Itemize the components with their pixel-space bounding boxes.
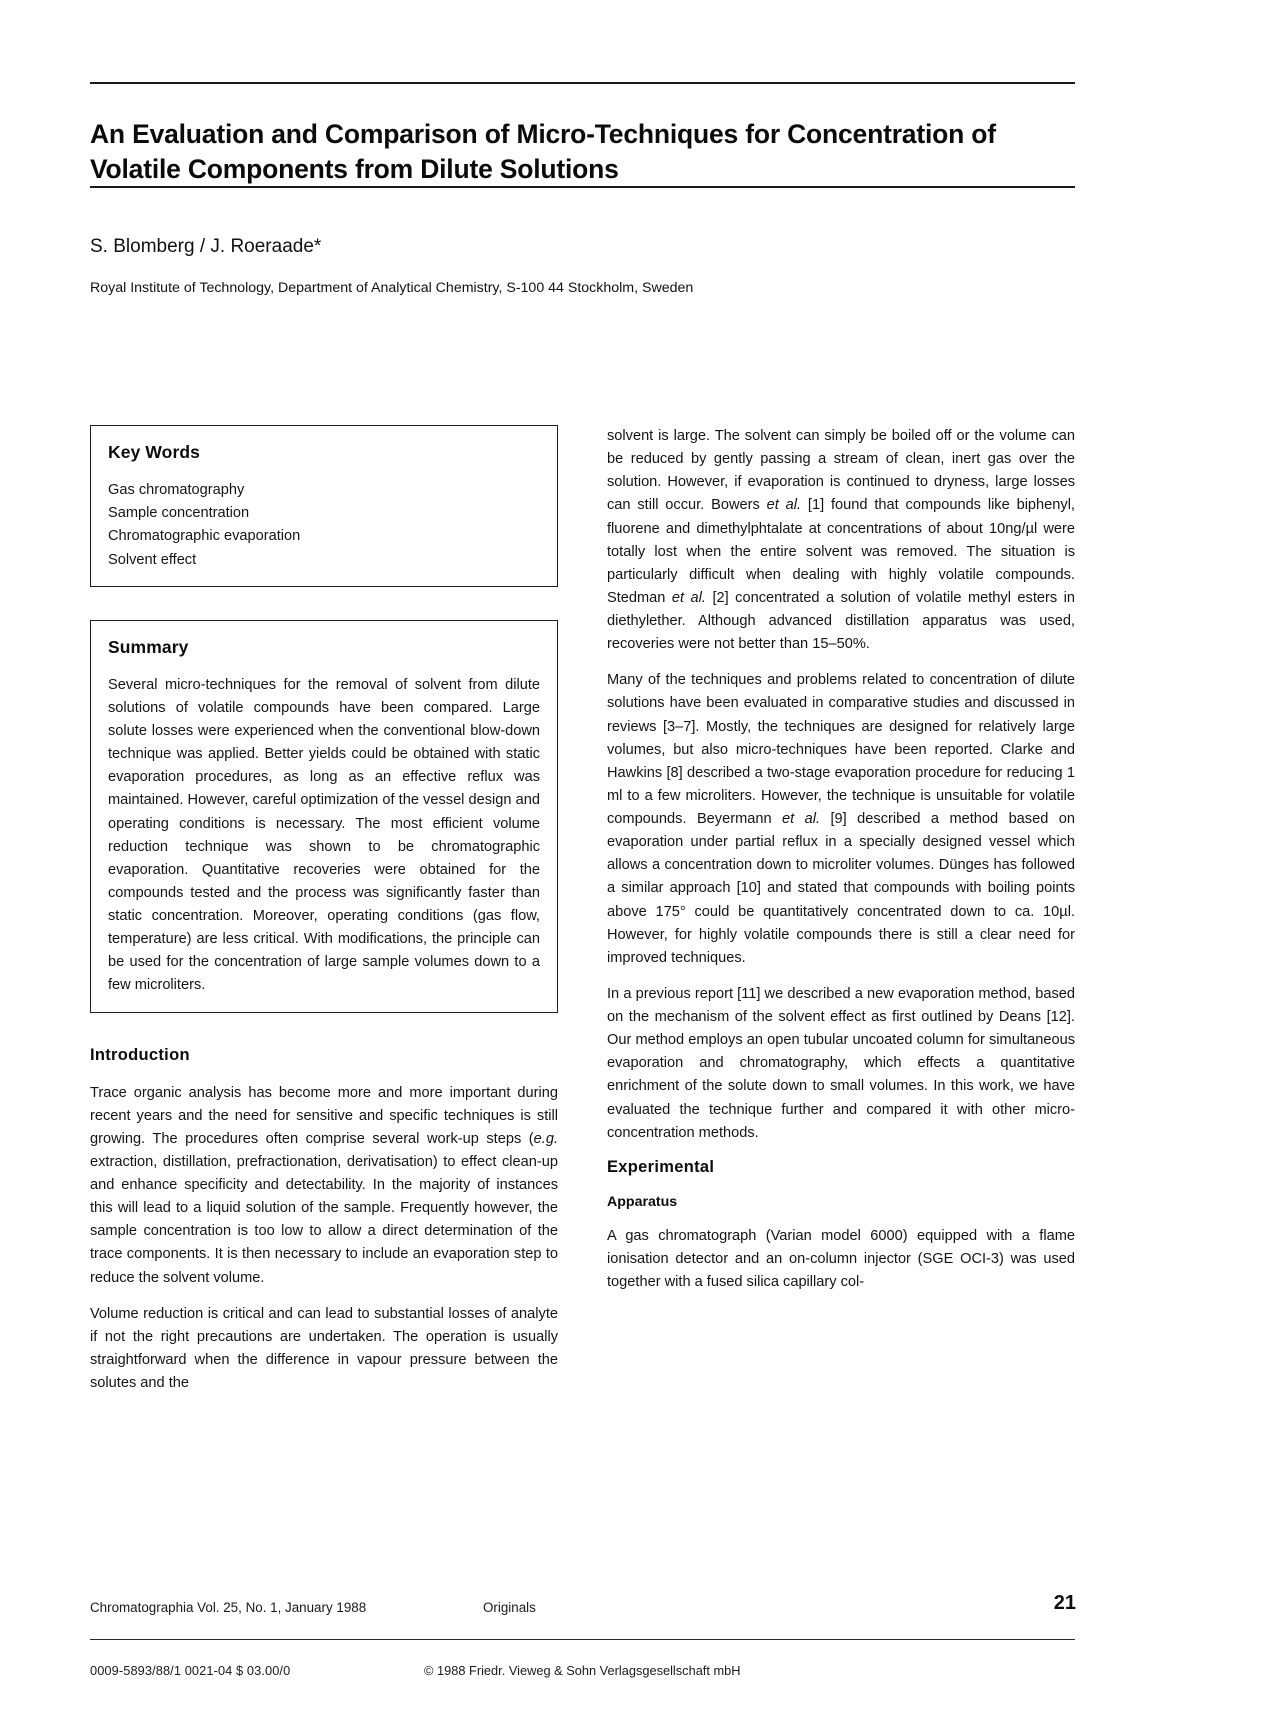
list-item: Chromatographic evaporation xyxy=(108,528,301,545)
footer-rule xyxy=(90,1639,1075,1640)
left-column xyxy=(90,425,558,1395)
header-rule-top xyxy=(90,82,1075,84)
intro-p1-part-b: extraction, distillation, prefractionation, derivatisation) to effect clean-up and enhance specificity and detectability. In the majority of instances this will lead to a liquid solution of the sample. Frequently however, the sample concentration is too low to allow a direct determination of the trace components. It is then necessary to include an evaporation step to reduce the solvent volume. xyxy=(90,1153,558,1286)
key-words-panel xyxy=(90,425,558,587)
right-p2-part-b: [9] described a method based on evaporation under partial reflux in a specially designed vessel which allows a concentration down to microliter volumes. Dünges has followed a similar approach [10] and stated that compounds with boiling points above 175° could be quantitatively concentrated down to ca. 10µl. However, for highly volatile compounds there is still a clear need for improved techniques. xyxy=(607,811,1076,966)
footer-journal-reference: Chromatographia Vol. 25, No. 1, January 1988 xyxy=(90,1600,367,1615)
header-rule-bottom xyxy=(90,186,1075,188)
right-p1-part-c: [2] concentrated a solution of volatile methyl esters in diethylether. Although advanced distillation apparatus was used, recoveries were not better than 15–50%. xyxy=(607,589,1076,653)
right-column xyxy=(607,425,1075,1294)
list-item: Gas chromatography xyxy=(108,482,245,498)
list-item: Sample concentration xyxy=(108,505,250,522)
right-paragraph-3: In a previous report [11] we described a new evaporation method, based on the mechanism of the solvent effect as first outlined by Deans [12]. Our method employs an open tubular uncoated column for simultaneous evaporation and chromatography, which effects a quantitative enrichment of the solute down to small volumes. In this work, we have evaluated the technique further and compared it with other micro-concentration methods. xyxy=(607,985,1075,1141)
apparatus-paragraph: A gas chromatograph (Varian model 6000) equipped with a flame ionisation detector and an on-column injector (SGE OCI-3) was used together with a fused silica capillary col- xyxy=(607,1227,1075,1290)
right-p1-emphasis-2: et al. xyxy=(671,589,706,606)
right-paragraph-1 xyxy=(607,425,1075,656)
page-title: An Evaluation and Comparison of Micro-Techniques for Concentration of Volatile Components from Dilute Solutions xyxy=(90,118,996,185)
right-p1-part-a: solvent is large. The solvent can simply be boiled off or the volume can be reduced by gently passing a stream of clean, inert gas over the solution. However, if evaporation is continued to dryness, large losses can still occur. Bowers xyxy=(607,428,1075,514)
footer-issn: 0009-5893/88/1 0021-04 $ 03.00/0 xyxy=(90,1663,291,1678)
affiliation: Royal Institute of Technology, Department of Analytical Chemistry, S-100 44 Stockholm, Sweden xyxy=(90,280,694,296)
key-words-list xyxy=(108,479,540,572)
footer-section-label: Originals xyxy=(483,1600,536,1615)
introduction-paragraph-1 xyxy=(90,1082,558,1290)
right-p2-part-a: Many of the techniques and problems related to concentration of dilute solutions have been evaluated in comparative studies and discussed in reviews [3–7]. Mostly, the techniques are designed for relatively large volumes, but also micro-techniques have been reported. Clarke and Hawkins [8] described a two-stage evaporation procedure for reducing 1 ml to a few microliters. However, the technique is unsuitable for volatile compounds. Beyermann xyxy=(607,672,1075,827)
experimental-heading: Experimental xyxy=(607,1157,715,1176)
right-p2-emphasis: et al. xyxy=(782,811,821,827)
right-p1-part-b: [1] found that compounds like biphenyl, fluorene and dimethylphtalate at concentrations of about 10ng/µl were totally lost when the entire solvent was removed. The situation is particularly difficult when dealing with highly volatile compounds. Stedman xyxy=(607,497,1075,606)
intro-p1-emphasis: e.g. xyxy=(533,1130,558,1147)
summary-body xyxy=(108,674,540,998)
footer-copyright: © 1988 Friedr. Vieweg & Sohn Verlagsgesellschaft mbH xyxy=(424,1663,741,1678)
apparatus-subheading: Apparatus xyxy=(607,1193,678,1210)
author-list: S. Blomberg / J. Roeraade* xyxy=(90,236,322,257)
summary-heading: Summary xyxy=(108,636,189,657)
intro-p1-part-a: Trace organic analysis has become more and more important during recent years and the need for sensitive and specific techniques is still growing. The procedures often comprise several work-up steps ( xyxy=(90,1084,558,1147)
introduction-paragraph-2: Volume reduction is critical and can lead to substantial losses of analyte if not the right precautions are undertaken. The operation is usually straightforward when the difference in vapour pressure between the solutes and the xyxy=(90,1305,558,1392)
right-paragraph-2 xyxy=(607,669,1075,970)
right-p1-emphasis-1: et al. xyxy=(766,497,802,514)
list-item: Solvent effect xyxy=(108,551,197,568)
introduction-heading: Introduction xyxy=(90,1045,190,1064)
summary-panel xyxy=(90,620,558,1013)
page-number: 21 xyxy=(1053,1592,1076,1614)
key-words-heading: Key Words xyxy=(108,442,200,462)
summary-text: Several micro-techniques for the removal of solvent from dilute solutions of volatile compounds have been compared. Large solute losses were experienced when the conventional blow-down technique was applied. Better yields could be obtained with static evaporation procedures, as long as an effective reflux was maintained. However, careful optimization of the vessel design and operating conditions is necessary. The most efficient volume reduction technique was shown to be chromatographic evaporation. Quantitative recoveries were obtained for the compounds tested and the process was significantly faster than static concentration. Moreover, operating conditions (gas flow, temperature) are less critical. With modifications, the principle can be used for the concentration of large sample volumes down to a few microliters. xyxy=(108,676,540,994)
